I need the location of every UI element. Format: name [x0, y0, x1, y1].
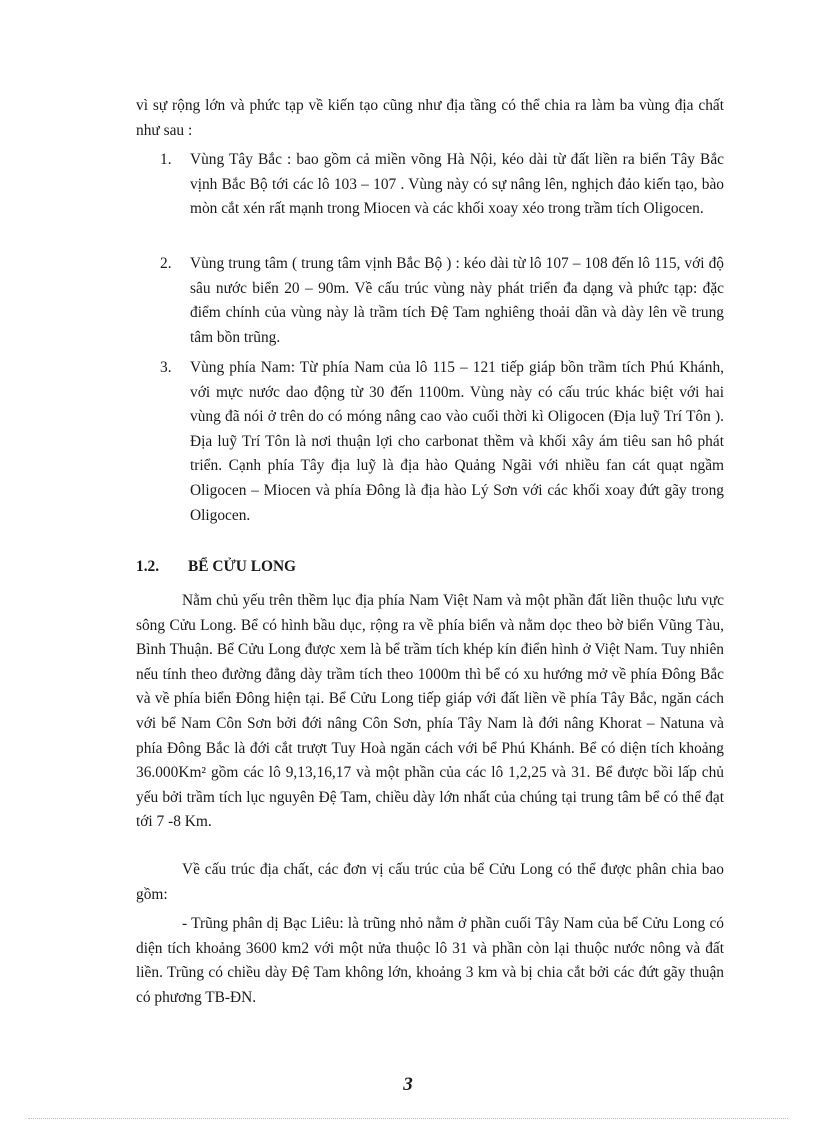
list-item-text: Vùng trung tâm ( trung tâm vịnh Bắc Bộ ) : kéo dài từ lô 107 – 108 đến lô 115, với độ sâu nước biển 20 – 90m. Về cấu trúc vùng này phát triển đa dạng và phức tạp: đặc điểm chính của vùng này là trầm tích Đệ Tam nghiêng thoải dần và dày lên về trung tâm bồn trũng. [190, 255, 724, 346]
body-paragraph: Về cấu trúc địa chất, các đơn vị cấu trúc của bể Cửu Long có thể được phân chia bao gồm: [136, 861, 724, 903]
list-item [160, 356, 724, 528]
page-bottom-divider [28, 1118, 788, 1119]
list-item-number: 1. [160, 151, 172, 168]
list-item-text: Vùng Tây Bắc : bao gồm cả miền võng Hà Nội, kéo dài từ đất liền ra biển Tây Bắc vịnh Bắc Bộ tới các lô 103 – 107 . Vùng này có sự nâng lên, nghịch đảo kiến tạo, bào mòn cắt xén rất mạnh trong Miocen và các khối xoay xéo trong trầm tích Oligocen. [190, 151, 724, 218]
list-item-number: 2. [160, 255, 172, 272]
section-heading [136, 555, 296, 579]
section-number: 1.2. [136, 558, 160, 575]
body-paragraph: Nằm chủ yếu trên thềm lục địa phía Nam Việt Nam và một phần đất liền thuộc lưu vực sông Cửu Long. Bể có hình bầu dục, rộng ra về phía biển và nằm dọc theo bờ biển Vũng Tàu, Bình Thuận. Bể Cửu Long được xem là bể trầm tích khép kín điển hình ở Việt Nam. Tuy nhiên nếu tính theo đường đẳng dày trầm tích theo 1000m thì bể có xu hướng mở về phía Đông Bắc và về phía biển Đông hiện tại. Bể Cửu Long tiếp giáp với đất liền về phía Tây Bắc, ngăn cách với bể Nam Côn Sơn bởi đới nâng Côn Sơn, phía Tây Nam là đới nâng Khorat – Natuna và phía Đông Bắc là đới cắt trượt Tuy Hoà ngăn cách với bể Phú Khánh. Bể có diện tích khoảng 36.000Km² gồm các lô 9,13,16,17 và một phần của các lô 1,2,25 và 31. Bể được bồi lấp chủ yếu bởi trầm tích lục nguyên Đệ Tam, chiều dày lớn nhất của chúng tại trung tâm bể có thể đạt tới 7 -8 Km. [136, 592, 724, 831]
body-paragraph: - Trũng phân dị Bạc Liêu: là trũng nhỏ nằm ở phần cuối Tây Nam của bể Cửu Long có diện tích khoảng 3600 km2 với một nửa thuộc lô 31 và phần còn lại thuộc nước nông và đất liền. Trũng có chiều dày Đệ Tam không lớn, khoảng 3 km và bị chia cắt bởi các đứt gãy thuận có phương TB-ĐN. [136, 915, 724, 1006]
section-title: BỂ CỬU LONG [188, 558, 297, 575]
list-item-text: Vùng phía Nam: Từ phía Nam của lô 115 – 121 tiếp giáp bồn trầm tích Phú Khánh, với mực nước dao động từ 30 đến 1100m. Vùng này có cấu trúc khác biệt với hai vùng đã nói ở trên do có móng nâng cao vào cuối thời kì Oligocen (Địa luỹ Trí Tôn ). Địa luỹ Trí Tôn là nơi thuận lợi cho carbonat thềm và khối xây ám tiêu san hô phát triển. Cạnh phía Tây địa luỹ là địa hào Quảng Ngãi với nhiều fan cát quạt ngầm Oligocen – Miocen và phía Đông là địa hào Lý Sơn với các khối xoay đứt gãy trong Oligocen. [190, 359, 724, 524]
page-number: 3 [403, 1074, 413, 1095]
list-item [160, 148, 724, 222]
intro-paragraph: vì sự rộng lớn và phức tạp về kiến tạo cũng như địa tầng có thể chia ra làm ba vùng địa chất như sau : [136, 97, 724, 139]
list-item-number: 3. [160, 359, 172, 376]
list-item [160, 252, 724, 350]
